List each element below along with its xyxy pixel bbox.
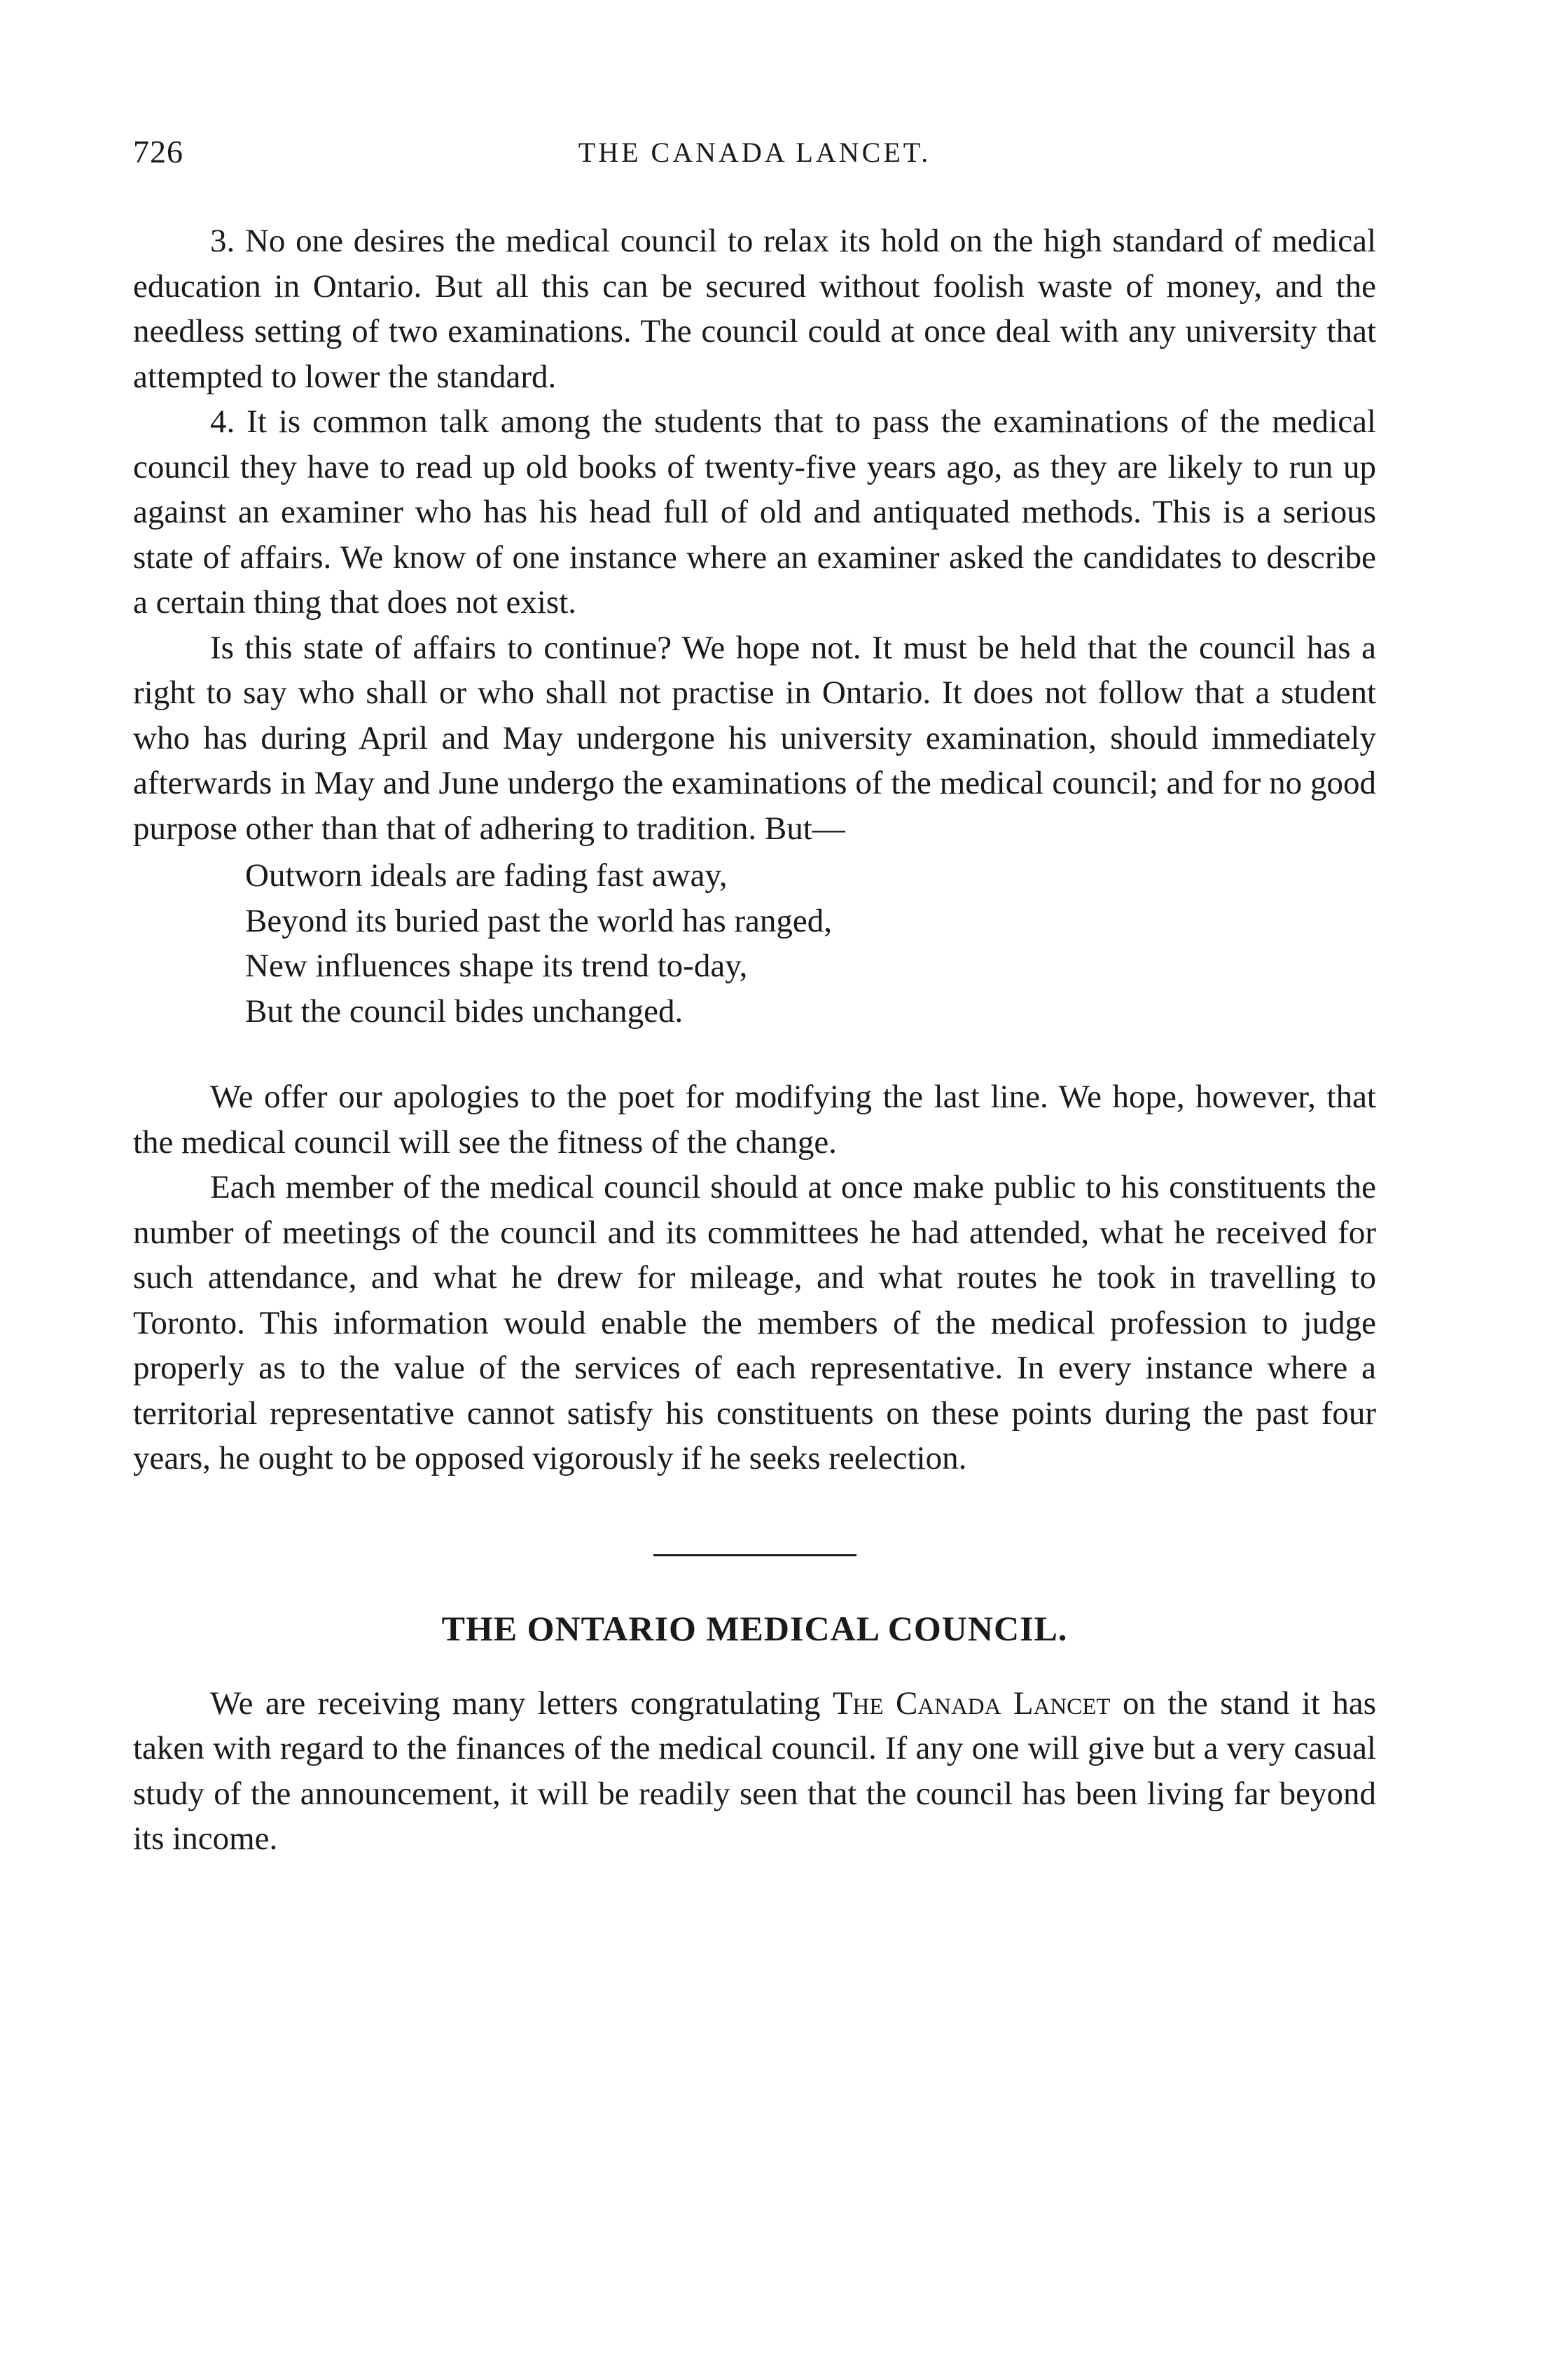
poem-line: Beyond its buried past the world has ranged, xyxy=(245,902,832,939)
paragraph-members: Each member of the medical council should at once make public to his constituents the number of meetings of the council and its committees he had attended, what he received for such attendance, and what he drew for mileage, and what routes he took in travelling to Toronto. This information would enable the members of the medical profession to judge properly as to the value of the services of each representative. In every instance where a territorial representative cannot satisfy his constituents on these points during the past four years, he ought to be opposed vigorously if he seeks reelection. xyxy=(133,1169,1376,1476)
page xyxy=(133,133,1376,1862)
paragraph-point-3: 3. No one desires the medical council to relax its hold on the high standard of medical education in Ontario. But all this can be secured without foolish waste of money, and the needless setting of two examinations. The council could at once deal with any university that attempted to lower the standard. xyxy=(133,223,1376,395)
poem-line: New influences shape its trend to-day, xyxy=(245,948,748,984)
page-number: 726 xyxy=(133,134,183,169)
paragraph-affairs: Is this state of affairs to continue? We hope not. It must be held that the council has a right to say who shall or who shall not practise in Ontario. It does not follow that a student who has during April and May undergone his university examination, should immediately afterwards in May and June undergo the examinations of the medical council; and for no good purpose other than that of adhering to tradition. But— xyxy=(133,629,1376,847)
paragraph-text: on the stand it has taken with regard to the finances of the medical council. If any one will give but a very casual study of the announcement, it will be readily seen that the council has been living far beyond its income. xyxy=(133,1684,1376,1857)
paragraph-apologies: We offer our apologies to the poet for modifying the last line. We hope, however, that the medical council will see the fitness of the change. xyxy=(133,1079,1376,1161)
section-divider xyxy=(653,1554,856,1556)
poem-line: Outworn ideals are fading fast away, xyxy=(245,857,728,894)
journal-name: The Canada Lancet xyxy=(832,1684,1111,1722)
paragraph-text: We are receiving many letters congratulating xyxy=(210,1684,833,1722)
section-title: THE ONTARIO MEDICAL COUNCIL. xyxy=(441,1608,1068,1648)
poem-quote xyxy=(245,853,1376,1034)
page-header xyxy=(133,133,1376,182)
poem-line: But the council bides unchanged. xyxy=(245,992,684,1030)
paragraph-point-4: 4. It is common talk among the students that to pass the examinations of the medical council they have to read up old books of twenty-five years ago, as they are likely to run up against an examiner who has his head full of old and antiquated methods. This is a serious state of affairs. We know of one instance where an examiner asked the candidates to describe a certain thing that does not exist. xyxy=(133,403,1376,621)
paragraph-letters xyxy=(133,1681,1376,1862)
running-head: THE CANADA LANCET. xyxy=(578,137,931,168)
